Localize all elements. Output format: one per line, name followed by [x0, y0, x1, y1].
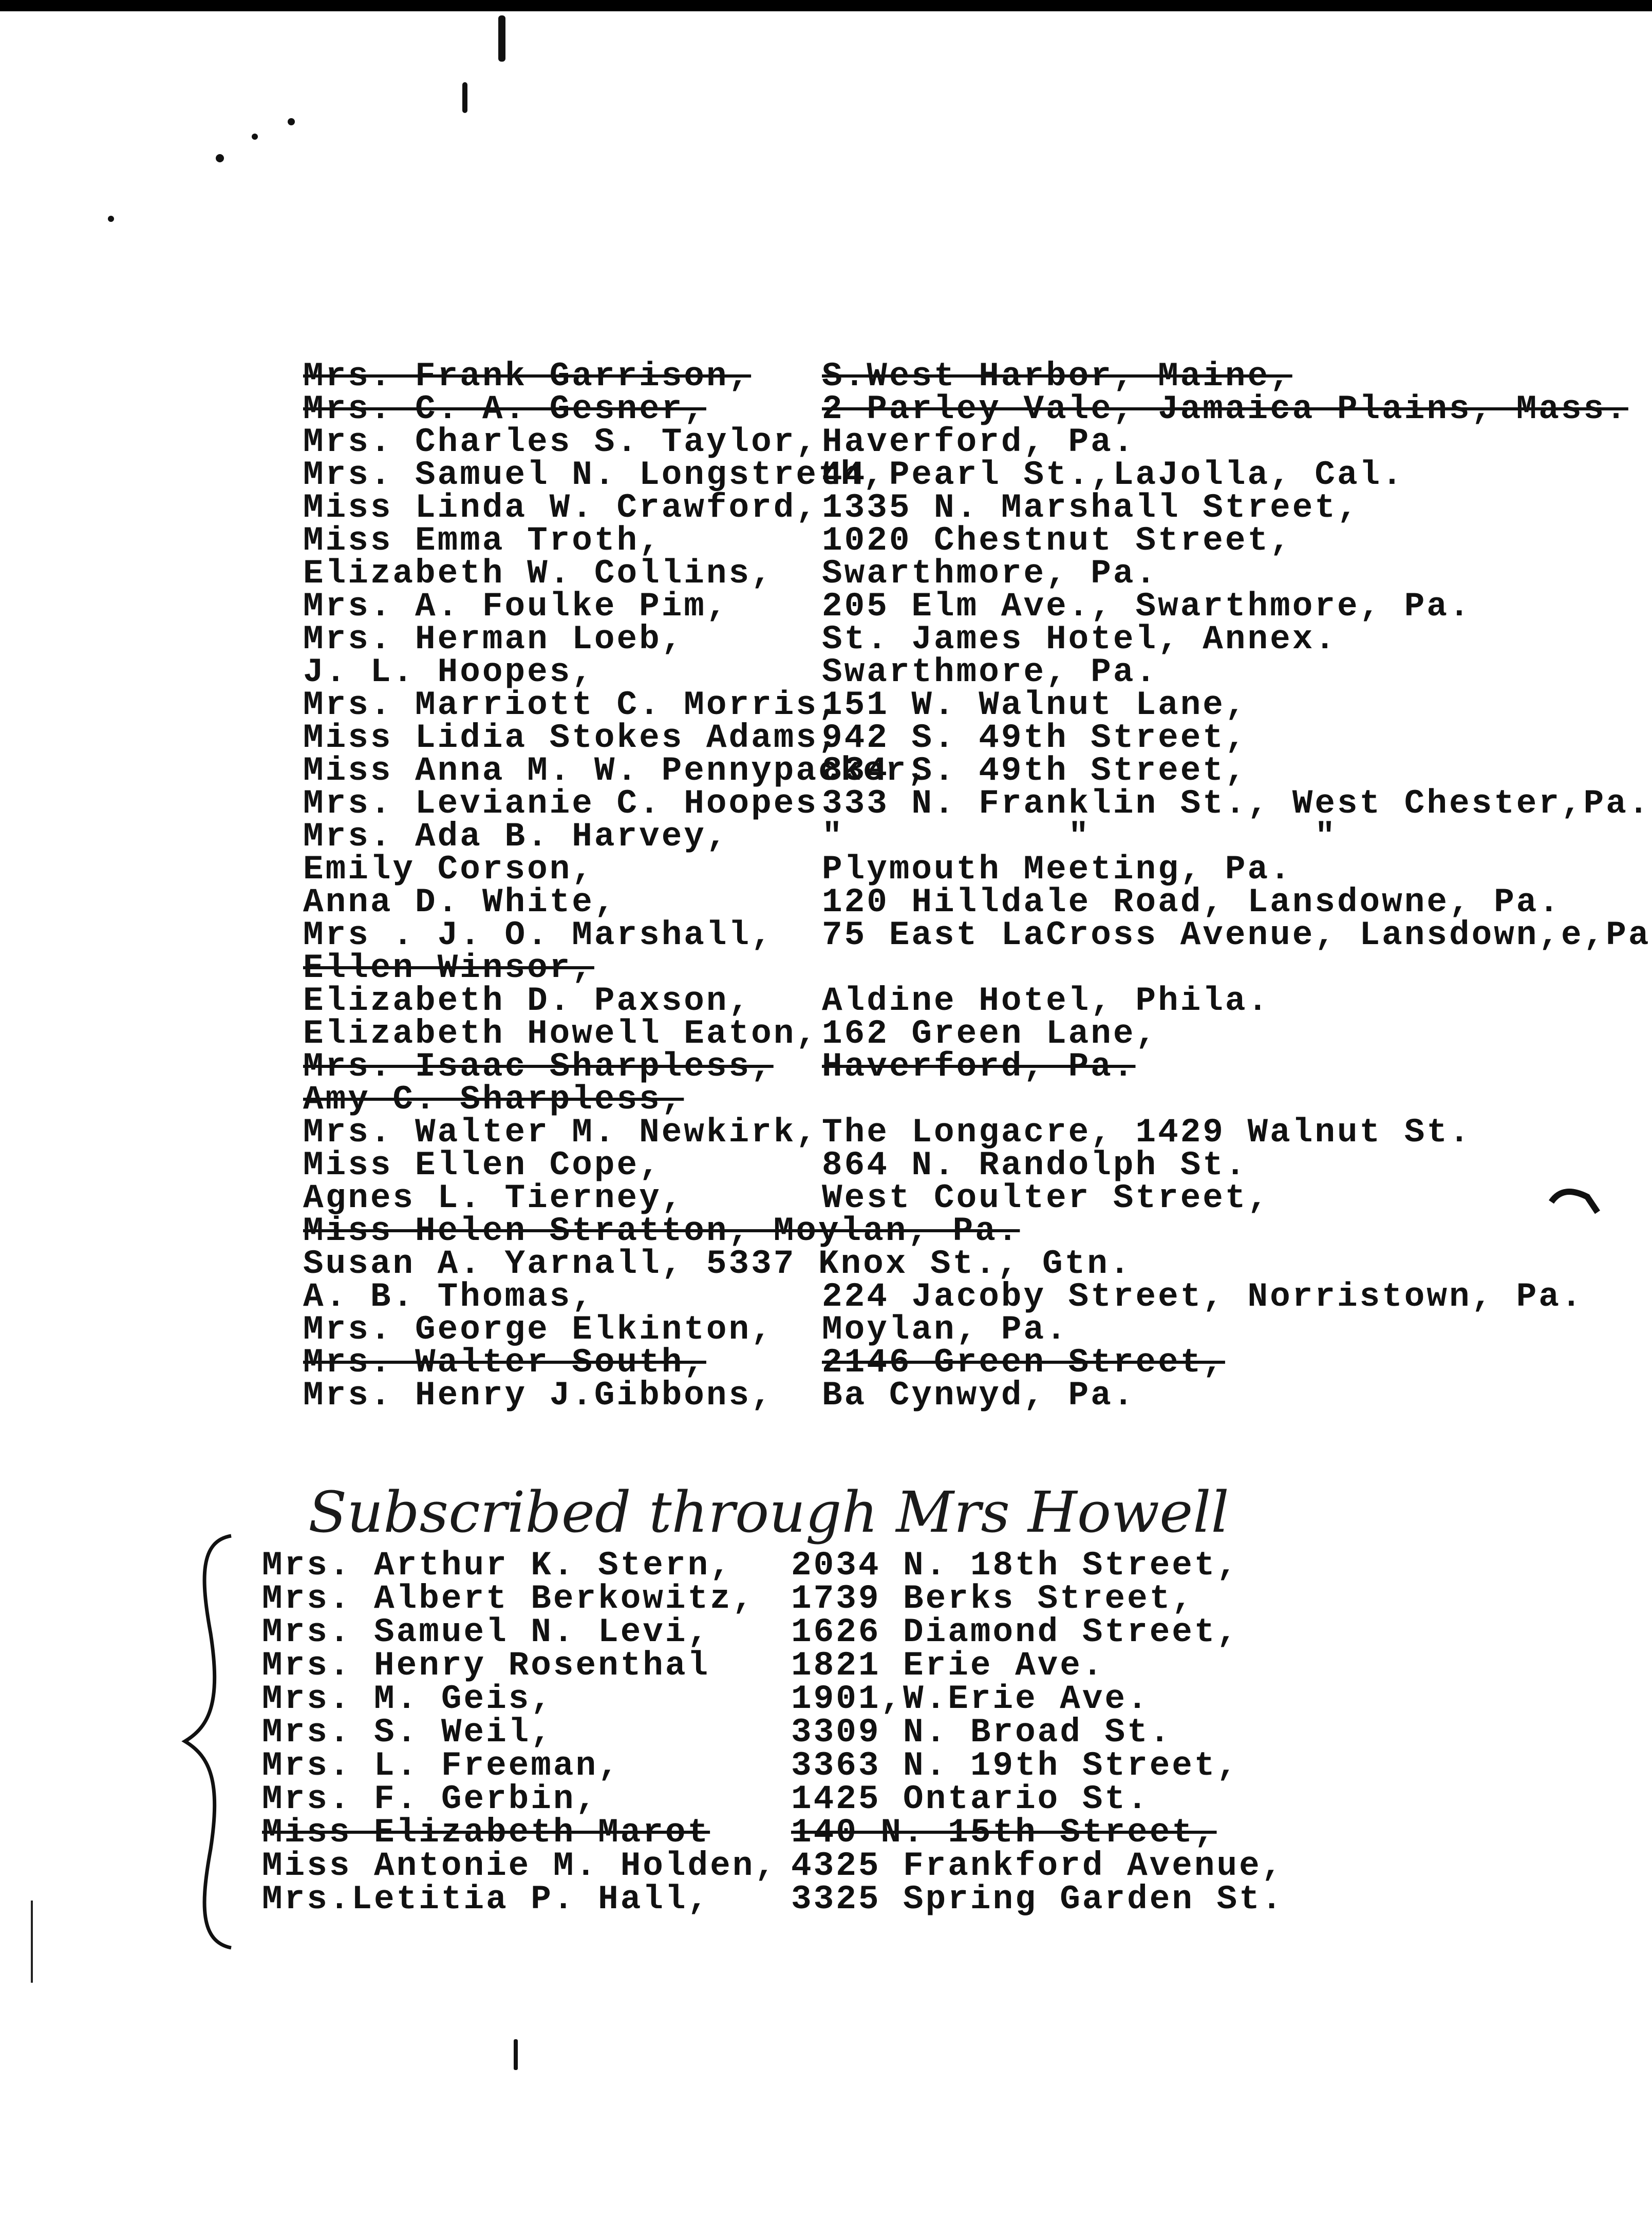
entry-name: Mrs. Isaac Sharpless, — [303, 1047, 774, 1086]
entry-name: Mrs. L. Freeman, — [262, 1746, 621, 1785]
entry-name: Mrs. Levianie C. Hoopes — [303, 784, 818, 823]
entry-name: Elizabeth Howell Eaton, — [303, 1014, 818, 1053]
entry-name: Mrs . J. O. Marshall, — [303, 916, 774, 954]
scan-speck — [216, 154, 224, 162]
entry-name: Mrs.Letitia P. Hall, — [262, 1880, 710, 1919]
entry-address: 3363 N. 19th Street, — [791, 1746, 1240, 1785]
entry-name: Mrs. Henry Rosenthal — [262, 1646, 710, 1685]
scan-edge-mark — [31, 1901, 33, 1983]
entry-address: 1626 Diamond Street, — [791, 1613, 1240, 1651]
entry-name: Mrs. M. Geis, — [262, 1680, 553, 1718]
scan-speck — [108, 216, 114, 222]
entry-address: 140 N. 15th Street, — [791, 1813, 1217, 1852]
entry-address: Haverford, Pa. — [822, 1047, 1136, 1086]
entry-address: 44 Pearl St.,LaJolla, Cal. — [822, 456, 1404, 494]
entry-name: Miss Emma Troth, — [303, 521, 662, 560]
handwritten-heading: Subscribed through Mrs Howell — [308, 1479, 1229, 1545]
entry-name: Anna D. White, — [303, 883, 617, 922]
entry-address: 120 Hilldale Road, Lansdowne, Pa. — [822, 883, 1562, 922]
entry-name: Mrs. S. Weil, — [262, 1713, 553, 1752]
entry-address: St. James Hotel, Annex. — [822, 620, 1337, 659]
scan-speck — [252, 134, 258, 140]
scan-speck — [498, 15, 505, 62]
entry-address: 834 S. 49th Street, — [822, 751, 1248, 790]
entry-address: 3325 Spring Garden St. — [791, 1880, 1284, 1919]
entry-name: Mrs. A. Foulke Pim, — [303, 587, 729, 626]
entry-address: 2146 Green Street, — [822, 1343, 1225, 1382]
entry-address: S.West Harbor, Maine, — [822, 357, 1292, 396]
entry-name: Ellen Winsor, — [303, 949, 594, 987]
entry-address: 1425 Ontario St. — [791, 1780, 1150, 1818]
entry-name: Amy C. Sharpless, — [303, 1080, 684, 1119]
entry-address: 3309 N. Broad St. — [791, 1713, 1172, 1752]
entry-address: 1901,W.Erie Ave. — [791, 1680, 1150, 1718]
entry-address: 2034 N. 18th Street, — [791, 1546, 1240, 1585]
entry-name: Mrs. Herman Loeb, — [303, 620, 684, 659]
entry-address: 4325 Frankford Avenue, — [791, 1847, 1284, 1885]
entry-name: Elizabeth W. Collins, — [303, 554, 774, 593]
entry-address: 942 S. 49th Street, — [822, 719, 1248, 757]
entry-address: Moylan, Pa. — [822, 1310, 1068, 1349]
entry-name: Mrs. George Elkinton, — [303, 1310, 774, 1349]
entry-address: Swarthmore, Pa. — [822, 653, 1158, 691]
entry-name: Miss Ellen Cope, — [303, 1146, 662, 1184]
entry-address: 1335 N. Marshall Street, — [822, 488, 1360, 527]
entry-address: Aldine Hotel, Phila. — [822, 982, 1270, 1020]
entry-address: 864 N. Randolph St. — [822, 1146, 1248, 1184]
entry-address: 1020 Chestnut Street, — [822, 521, 1292, 560]
handwritten-brace — [180, 1531, 241, 1952]
entry-address: 151 W. Walnut Lane, — [822, 686, 1248, 724]
entry-address: West Coulter Street, — [822, 1179, 1270, 1217]
entry-address: 333 N. Franklin St., West Chester,Pa. — [822, 784, 1651, 823]
scan-speck — [462, 82, 467, 113]
scan-top-border — [0, 0, 1652, 11]
entry-name: J. L. Hoopes, — [303, 653, 594, 691]
entry-name: Mrs. Samuel N. Longstreth, — [303, 456, 886, 494]
entry-name: Mrs. Walter South, — [303, 1343, 706, 1382]
entry-name: A. B. Thomas, — [303, 1277, 594, 1316]
entry-name: Susan A. Yarnall, 5337 Knox St., Gtn. — [303, 1245, 1132, 1283]
entry-name: Mrs. Frank Garrison, — [303, 357, 752, 396]
entry-name: Miss Anna M. W. Pennypacker, — [303, 751, 930, 790]
entry-name: Mrs. Albert Berkowitz, — [262, 1579, 755, 1618]
entry-name: Miss Elizabeth Marot — [262, 1813, 710, 1852]
entry-name: Mrs. F. Gerbin, — [262, 1780, 598, 1818]
entry-name: Mrs. C. A. Gesner, — [303, 390, 706, 428]
scan-speck — [288, 118, 295, 125]
entry-name: Mrs. Walter M. Newkirk, — [303, 1113, 818, 1152]
entry-address: 2 Parley Vale, Jamaica Plains, Mass. — [822, 390, 1628, 428]
scan-speck — [514, 2039, 518, 2070]
entry-name: Mrs. Charles S. Taylor, — [303, 423, 818, 461]
margin-mark — [1546, 1156, 1603, 1228]
entry-address: 75 East LaCross Avenue, Lansdown,e,Pa — [822, 916, 1651, 954]
entry-address: 162 Green Lane, — [822, 1014, 1158, 1053]
entry-name: Mrs. Samuel N. Levi, — [262, 1613, 710, 1651]
entry-name: Mrs. Henry J.Gibbons, — [303, 1376, 774, 1415]
entry-name: Mrs. Marriott C. Morris, — [303, 686, 841, 724]
entry-address: Ba Cynwyd, Pa. — [822, 1376, 1136, 1415]
entry-address: Swarthmore, Pa. — [822, 554, 1158, 593]
entry-address: 1739 Berks Street, — [791, 1579, 1194, 1618]
entry-address: 224 Jacoby Street, Norristown, Pa. — [822, 1277, 1584, 1316]
entry-name: Miss Lidia Stokes Adams, — [303, 719, 841, 757]
entry-name: Emily Corson, — [303, 850, 594, 889]
entry-address: 1821 Erie Ave. — [791, 1646, 1105, 1685]
entry-address: Plymouth Meeting, Pa. — [822, 850, 1292, 889]
entry-name: Mrs. Ada B. Harvey, — [303, 817, 729, 856]
entry-address: The Longacre, 1429 Walnut St. — [822, 1113, 1472, 1152]
entry-address: Haverford, Pa. — [822, 423, 1136, 461]
entry-address: " " " — [822, 817, 1337, 856]
entry-address: 205 Elm Ave., Swarthmore, Pa. — [822, 587, 1472, 626]
entry-name: Mrs. Arthur K. Stern, — [262, 1546, 733, 1585]
entry-name: Elizabeth D. Paxson, — [303, 982, 752, 1020]
entry-name: Miss Antonie M. Holden, — [262, 1847, 777, 1885]
entry-name: Agnes L. Tierney, — [303, 1179, 684, 1217]
entry-name: Miss Linda W. Crawford, — [303, 488, 818, 527]
entry-name: Miss Helen Stratton, Moylan, Pa. — [303, 1212, 1020, 1250]
